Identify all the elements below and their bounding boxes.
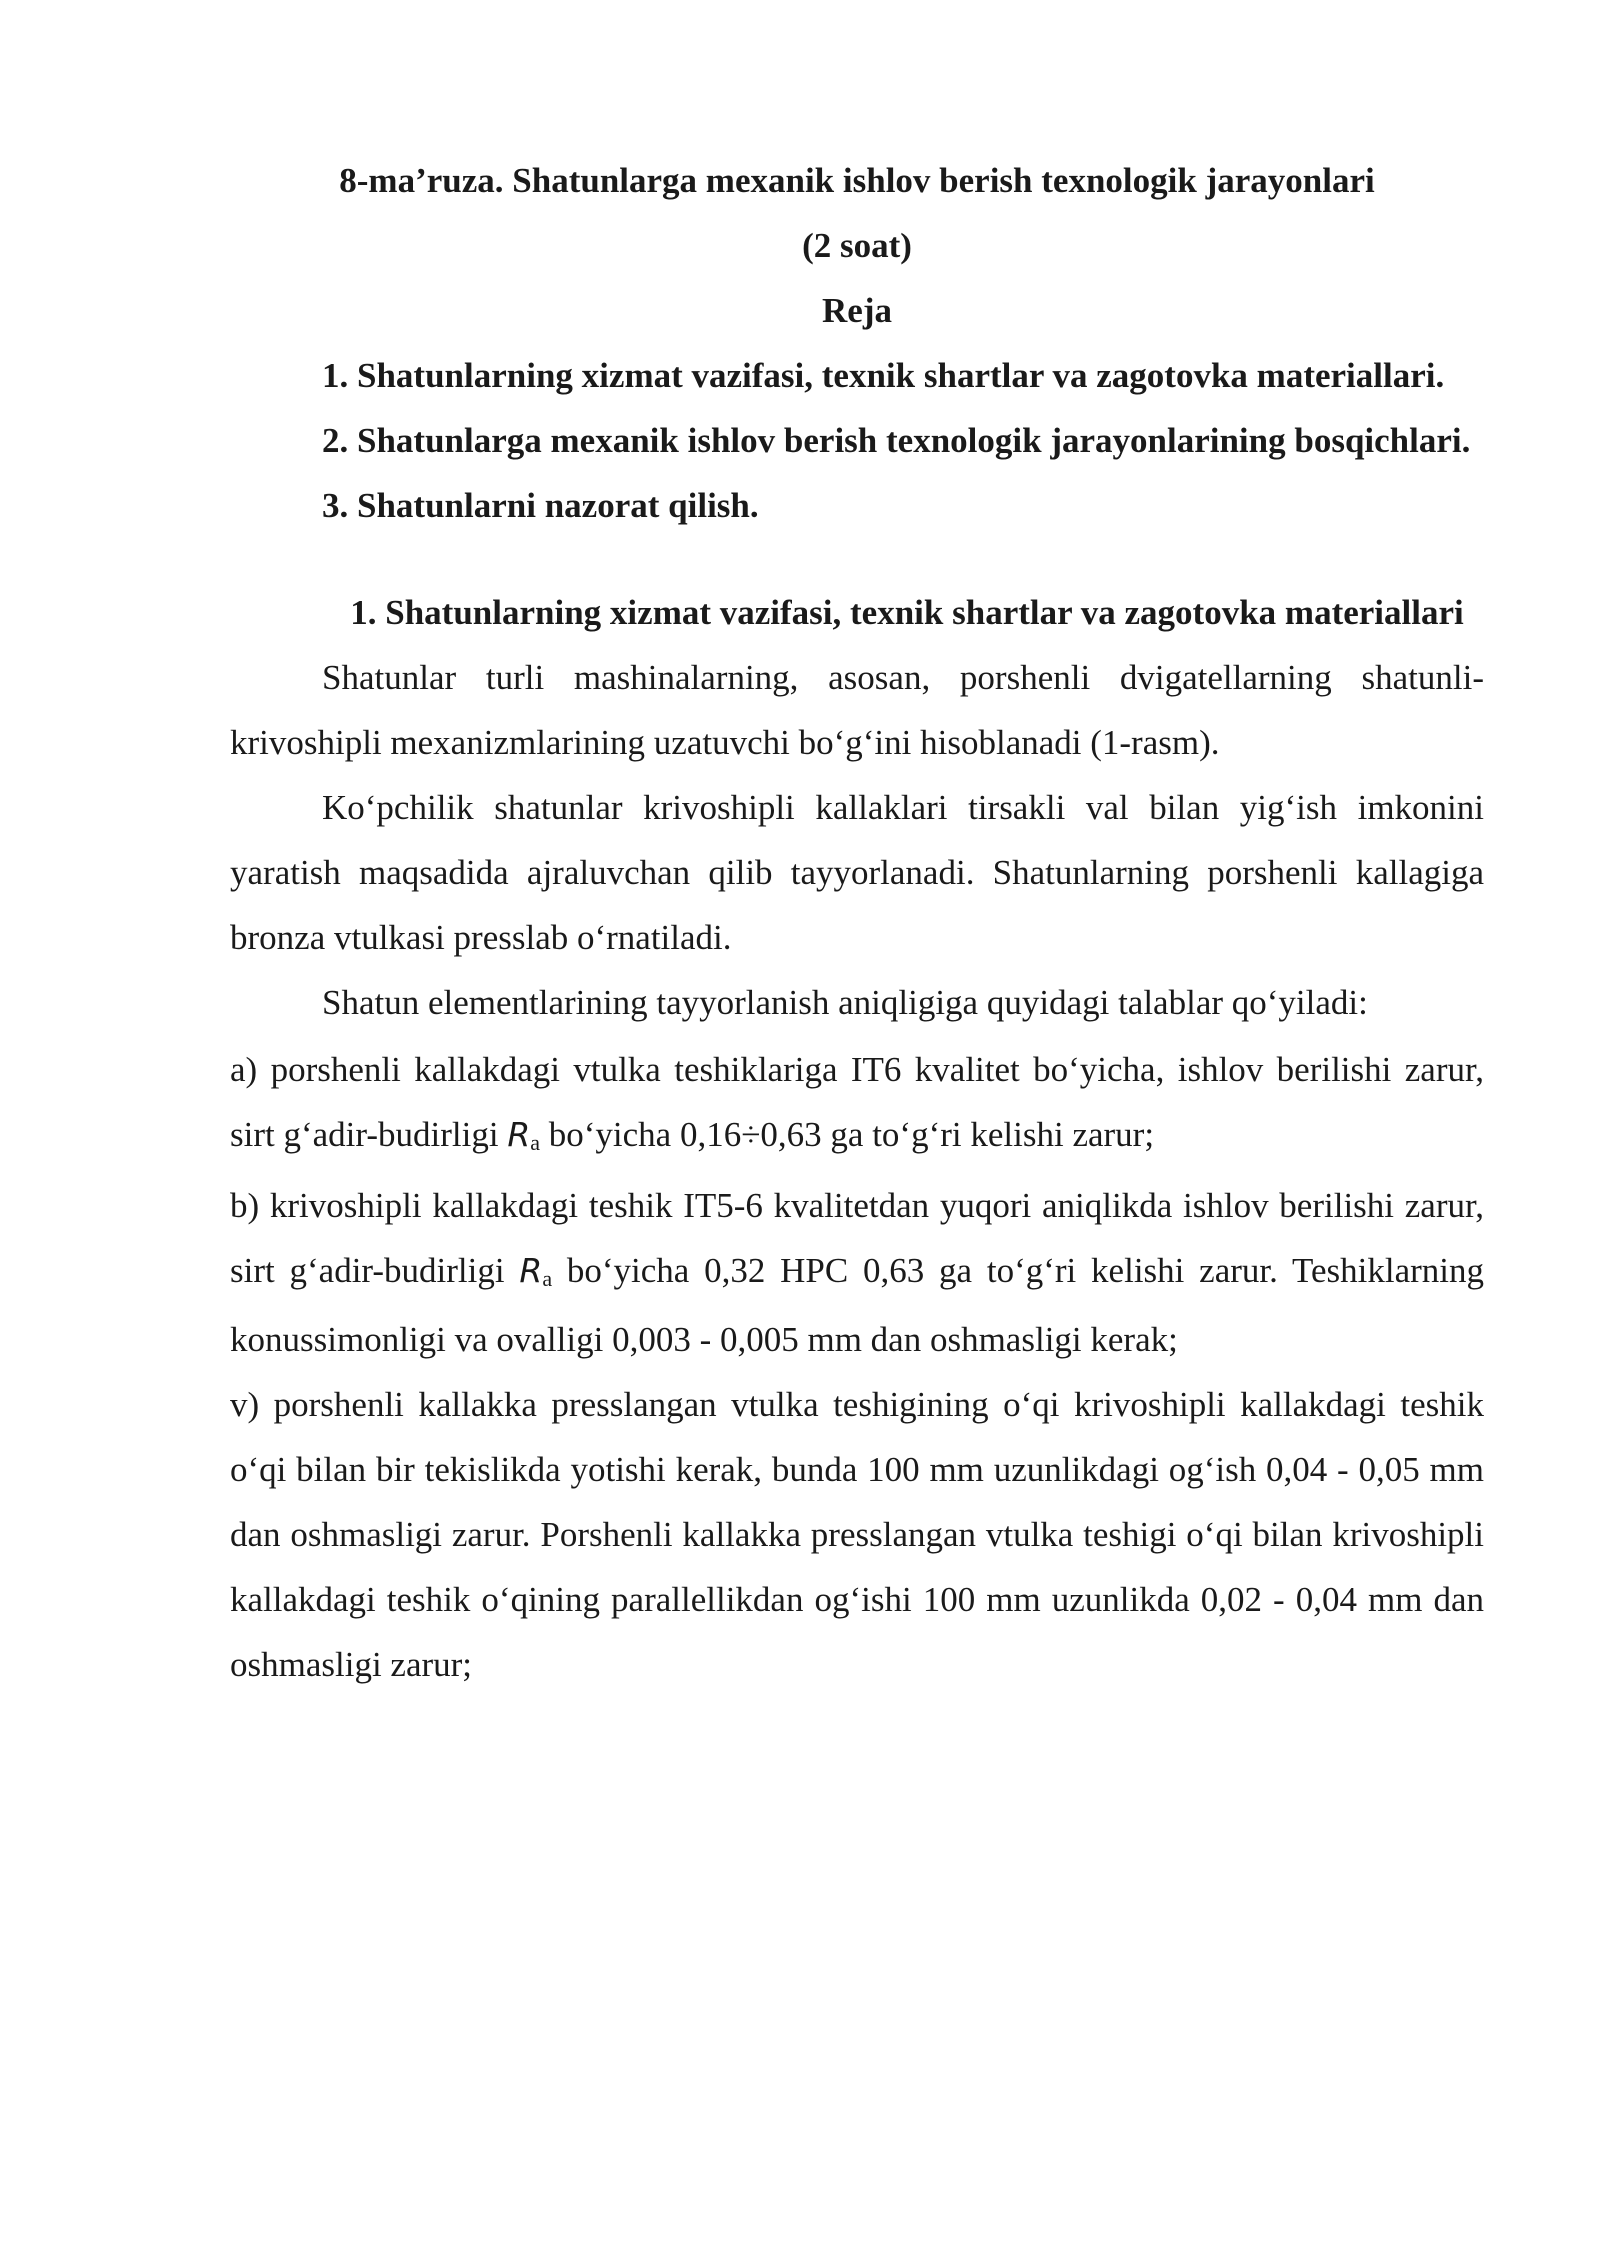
document-page xyxy=(230,148,1484,1697)
paragraph-1: Shatunlar turli mashinalarning, asosan, porshenli dvigatellarning shatunli-krivoshipli mexanizmlarining uzatuvchi bo‘g‘ini hisoblanadi (1-rasm). xyxy=(230,658,1484,762)
section-1-title: 1. Shatunlarning xizmat vazifasi, texnik shartlar va zagotovka materiallari xyxy=(350,593,1464,632)
requirement-b xyxy=(230,1173,1484,1372)
requirement-a-text-start: a) porshenli kallakdagi vtulka teshiklariga IT6 kvalitet bo‘yicha, ishlov berilishi zarur, sirt g‘adir-budirligi xyxy=(230,1050,1484,1154)
roughness-ra-symbol: $R_a$ xyxy=(507,1115,541,1155)
requirement-a-text-end: bo‘yicha 0,16÷0,63 ga to‘g‘ri kelishi zarur; xyxy=(540,1115,1155,1154)
plan-item-1: 1. Shatunlarning xizmat vazifasi, texnik shartlar va zagotovka materiallari. xyxy=(322,356,1445,395)
lecture-hours: (2 soat) xyxy=(802,226,912,265)
plan-item-3: 3. Shatunlarni nazorat qilish. xyxy=(322,486,759,525)
requirement-b-text-end: bo‘yicha 0,32 HPC 0,63 ga to‘g‘ri kelishi zarur. Teshiklarning konussimonligi va ovalligi 0,003 - 0,005 mm dan oshmasligi kerak; xyxy=(230,1251,1484,1359)
requirement-a xyxy=(230,1037,1484,1171)
paragraph-2: Ko‘pchilik shatunlar krivoshipli kallaklari tirsakli val bilan yig‘ish imkonini yaratish maqsadida ajraluvchan qilib tayyorlanadi. Shatunlarning porshenli kallagiga bronza vtulkasi presslab o‘rnatiladi. xyxy=(230,788,1484,957)
plan-heading: Reja xyxy=(822,291,892,330)
paragraph-3: Shatun elementlarining tayyorlanish aniqligiga quyidagi talablar qo‘yiladi: xyxy=(322,983,1368,1022)
requirement-b-text-start: b) krivoshipli kallakdagi teshik IT5-6 kvalitetdan yuqori aniqlikda ishlov berilishi zarur, sirt g‘adir-budirligi xyxy=(230,1186,1484,1290)
lecture-title: 8-ma’ruza. Shatunlarga mexanik ishlov berish texnologik jarayonlari xyxy=(339,161,1375,200)
plan-item-2: 2. Shatunlarga mexanik ishlov berish texnologik jarayonlarining bosqichlari. xyxy=(322,421,1471,460)
roughness-ra-symbol: $R_a$ xyxy=(519,1251,553,1291)
requirement-v: v) porshenli kallakka presslangan vtulka teshigining o‘qi krivoshipli kallakdagi teshik o‘qi bilan bir tekislikda yotishi kerak, bunda 100 mm uzunlikdagi og‘ish 0,04 - 0,05 mm dan oshmasligi zarur. Porshenli kallakka presslangan vtulka teshigi o‘qi bilan krivoshipli kallakdagi teshik o‘qining parallellikdan og‘ishi 100 mm uzunlikda 0,02 - 0,04 mm dan oshmasligi zarur; xyxy=(230,1385,1484,1684)
